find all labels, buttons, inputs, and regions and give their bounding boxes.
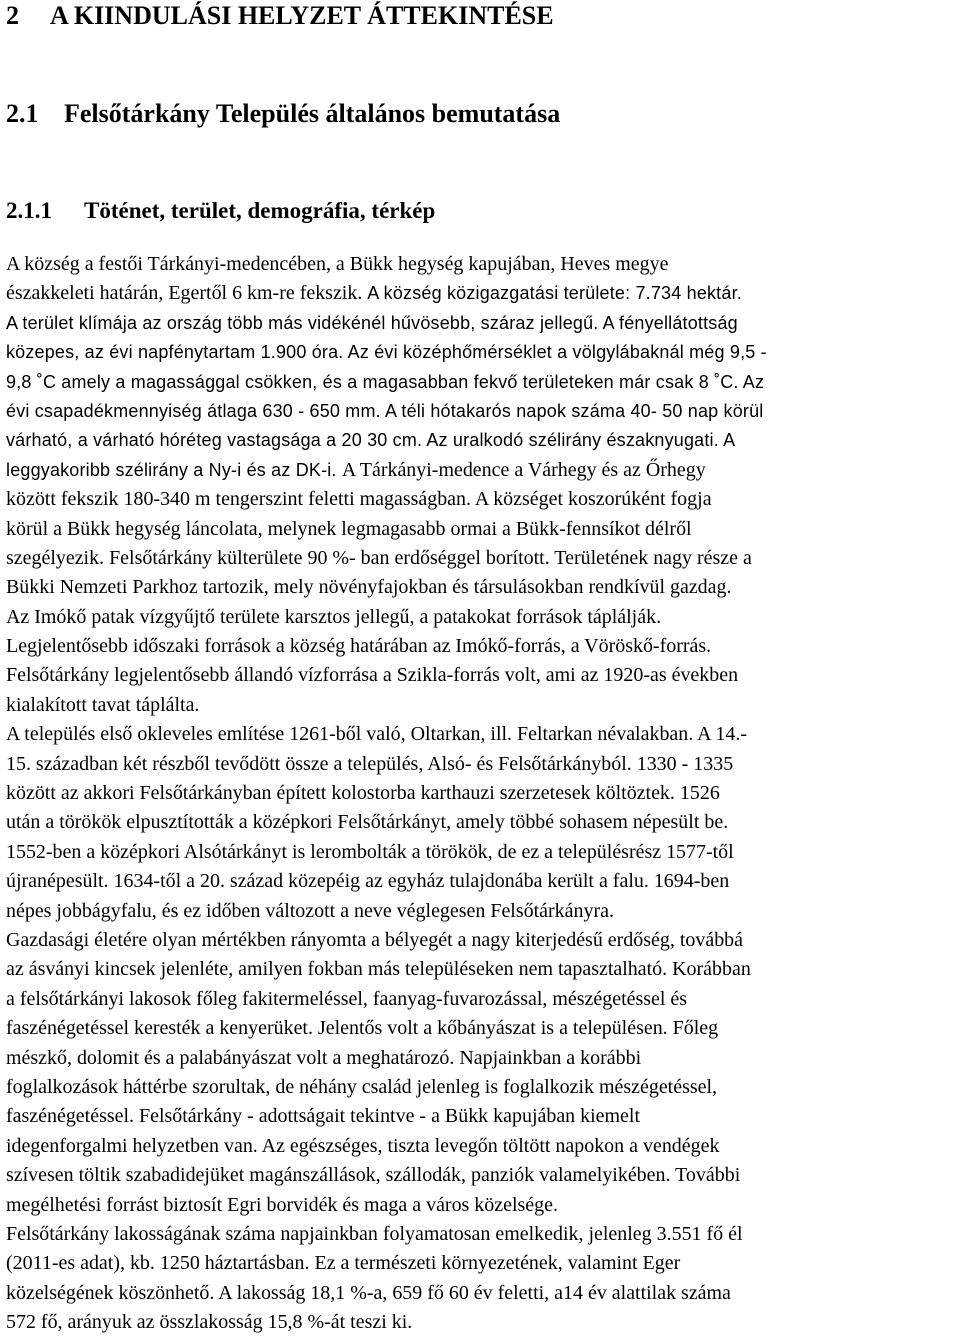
text-segment: után a törökök elpusztították a középkori Felsőtárkányt, amely többé sohasem népesült be.	[6, 811, 729, 834]
text-line	[6, 1073, 956, 1102]
text-segment: A téli hótakarós napok száma 40- 50 nap körül	[385, 400, 764, 421]
text-segment: Felsőtárkány legjelentősebb állandó vízforrása a Szikla-forrás volt, ami az 1920-as években	[6, 664, 739, 687]
chapter-number: 2	[6, 1, 19, 30]
text-segment: Bükki Nemzeti Parkhoz tartozik, mely növényfajokban és társulásokban rendkívül gazdag.	[6, 576, 732, 599]
text-line	[6, 456, 956, 485]
text-line	[6, 1044, 956, 1073]
text-segment: 1552-ben a középkori Alsótárkányt is lerombolták a törökök, de ez a településrész 1577-től	[6, 840, 734, 863]
text-segment: Gazdasági életére olyan mértékben rányomta a bélyegét a nagy kiterjedésű erdőség, továbbá	[6, 928, 744, 951]
text-segment: között fekszik 180-340 m tengerszint feletti magasságban. A községet koszorúként fogja	[6, 488, 712, 511]
text-line	[6, 985, 956, 1014]
text-segment: 9,8 ˚C amely a magassággal csökken, és a magasabban fekvő területeken már csak 8 ˚C. Az	[6, 371, 765, 392]
text-line	[6, 279, 956, 308]
text-line	[6, 1249, 956, 1278]
text-line	[6, 544, 956, 573]
chapter-title: A KIINDULÁSI HELYZET ÁTTEKINTÉSE	[50, 1, 554, 30]
text-line	[6, 808, 956, 837]
text-line	[6, 485, 956, 514]
text-line	[6, 720, 956, 749]
text-line	[6, 750, 956, 779]
text-line	[6, 1220, 956, 1249]
text-segment: mészkő, dolomit és a palabányászat volt a meghatározó. Napjainkban a korábbi	[6, 1046, 642, 1069]
text-segment: faszénégetéssel. Felsőtárkány - adottságait tekintve - a Bükk kapujában kiemelt	[6, 1105, 641, 1128]
text-segment: A község közigazgatási területe: 7.734 hektár.	[367, 283, 742, 304]
text-segment: szegélyezik. Felsőtárkány külterülete 90 %- ban erdőséggel borított. Területének nagy része a	[6, 546, 752, 569]
subsection-heading	[6, 196, 435, 226]
text-segment: Legjelentősebb időszaki források a község határában az Imókő-forrás, a Vöröskő-forrás.	[6, 635, 712, 658]
text-line	[6, 691, 956, 720]
text-segment: megélhetési forrást biztosít Egri borvidék és maga a város közelsége.	[6, 1193, 558, 1216]
body-text	[6, 250, 958, 1336]
section-heading	[6, 98, 560, 130]
text-segment: foglalkozások háttérbe szorultak, de néhány család jelenleg is foglalkozik mészégetéssel,	[6, 1075, 718, 1098]
text-line	[6, 955, 956, 984]
text-segment: idegenforgalmi helyzetben van. Az egészséges, tiszta levegőn töltött napokon a vendégek	[6, 1134, 720, 1157]
text-segment: közepes, az évi napfénytartam 1.900 óra.	[6, 342, 348, 363]
text-line	[6, 926, 956, 955]
text-line	[6, 1014, 956, 1043]
section-title: Felsőtárkány Település általános bemutatása	[64, 99, 561, 128]
text-line	[6, 1308, 956, 1336]
text-line	[6, 1191, 956, 1220]
text-line	[6, 250, 956, 279]
text-segment: az ásványi kincsek jelenléte, amilyen fokban más településeken nem tapasztalható. Korábban	[6, 958, 751, 981]
text-line	[6, 779, 956, 808]
subsection-number: 2.1.1	[6, 198, 52, 223]
text-segment: szívesen töltik szabadidejüket magánszállások, szállodák, panziók valamelyikében. További	[6, 1164, 741, 1187]
text-line	[6, 661, 956, 690]
text-line	[6, 426, 956, 455]
text-line	[6, 309, 956, 338]
text-segment: északkeleti határán, Egertől 6 km-re fekszik.	[6, 282, 368, 305]
text-segment: között az akkori Felsőtárkányban épített kolostorba karthauzi szerzetesek költöztek. 1526	[6, 782, 720, 805]
text-segment: évi csapadékmennyiség átlaga 630 - 650 mm.	[6, 400, 386, 421]
text-segment: 15. században két részből tevődött össze a település, Alsó- és Felsőtárkányból. 1330 - 1335	[6, 752, 734, 775]
text-line	[6, 838, 956, 867]
text-segment: A Tárkányi-medence a Várhegy és az Őrhegy	[341, 458, 706, 481]
subsection-title: Töténet, terület, demográfia, térkép	[84, 198, 436, 223]
text-line	[6, 1279, 956, 1308]
text-line	[6, 897, 956, 926]
section-number: 2.1	[6, 99, 39, 128]
text-segment: közelségének köszönhető. A lakosság 18,1 %-a, 659 fő 60 év feletti, a14 év alattilak száma	[6, 1281, 731, 1304]
text-line	[6, 368, 956, 397]
text-segment: Az évi középhőmérséklet a völgylábaknál még 9,5 -	[347, 342, 767, 363]
text-segment: Felsőtárkány lakosságának száma napjainkban folyamatosan emelkedik, jelenleg 3.551 fő él	[6, 1222, 743, 1245]
text-segment: a felsőtárkányi lakosok főleg fakitermeléssel, faanyag-fuvarozással, mészégetéssel és	[6, 987, 688, 1010]
chapter-heading	[6, 0, 554, 32]
text-line	[6, 1132, 956, 1161]
text-line	[6, 603, 956, 632]
text-segment: (2011-es adat), kb. 1250 háztartásban. Ez a természeti környezetének, valamint Eger	[6, 1252, 681, 1275]
text-segment: leggyakoribb szélirány a Ny-i és az DK-i.	[6, 459, 342, 480]
text-segment: Az Imókő patak vízgyűjtő területe karsztos jellegű, a patakokat források táplálják.	[6, 605, 662, 628]
text-segment: körül a Bükk hegység láncolata, melynek legmagasabb ormai a Bükk-fennsíkot délről	[6, 517, 692, 540]
text-segment: várható, a várható hóréteg vastagsága a 20 30 cm. Az uralkodó szélirány északnyugati. A	[6, 430, 736, 451]
text-line	[6, 632, 956, 661]
text-line	[6, 1161, 956, 1190]
text-segment: kialakított tavat táplálta.	[6, 693, 200, 716]
text-segment: faszénégetéssel keresték a kenyerüket. Jelentős volt a kőbányászat is a településen. Főleg	[6, 1017, 719, 1040]
text-segment: A település első okleveles említése 1261-ből való, Oltarkan, ill. Feltarkan névalakban. A 14.-	[6, 723, 748, 746]
text-segment: népes jobbágyfalu, és ez időben változott a neve véglegesen Felsőtárkányra.	[6, 899, 614, 922]
text-line	[6, 515, 956, 544]
text-line	[6, 867, 956, 896]
text-line	[6, 1102, 956, 1131]
text-segment: 572 fő, arányuk az összlakosság 15,8 %-át teszi ki.	[6, 1311, 413, 1334]
text-line	[6, 338, 956, 367]
text-segment: újranépesült. 1634-től a 20. század közepéig az egyház tulajdonába került a falu. 1694-ben	[6, 870, 730, 893]
text-segment: A község a festői Tárkányi-medencében, a Bükk hegység kapujában, Heves megye	[6, 253, 669, 275]
text-line	[6, 397, 956, 426]
text-line	[6, 573, 956, 602]
text-segment: A terület klímája az ország több más vidékénél hűvösebb, száraz jellegű. A fényellátottság	[6, 312, 738, 333]
